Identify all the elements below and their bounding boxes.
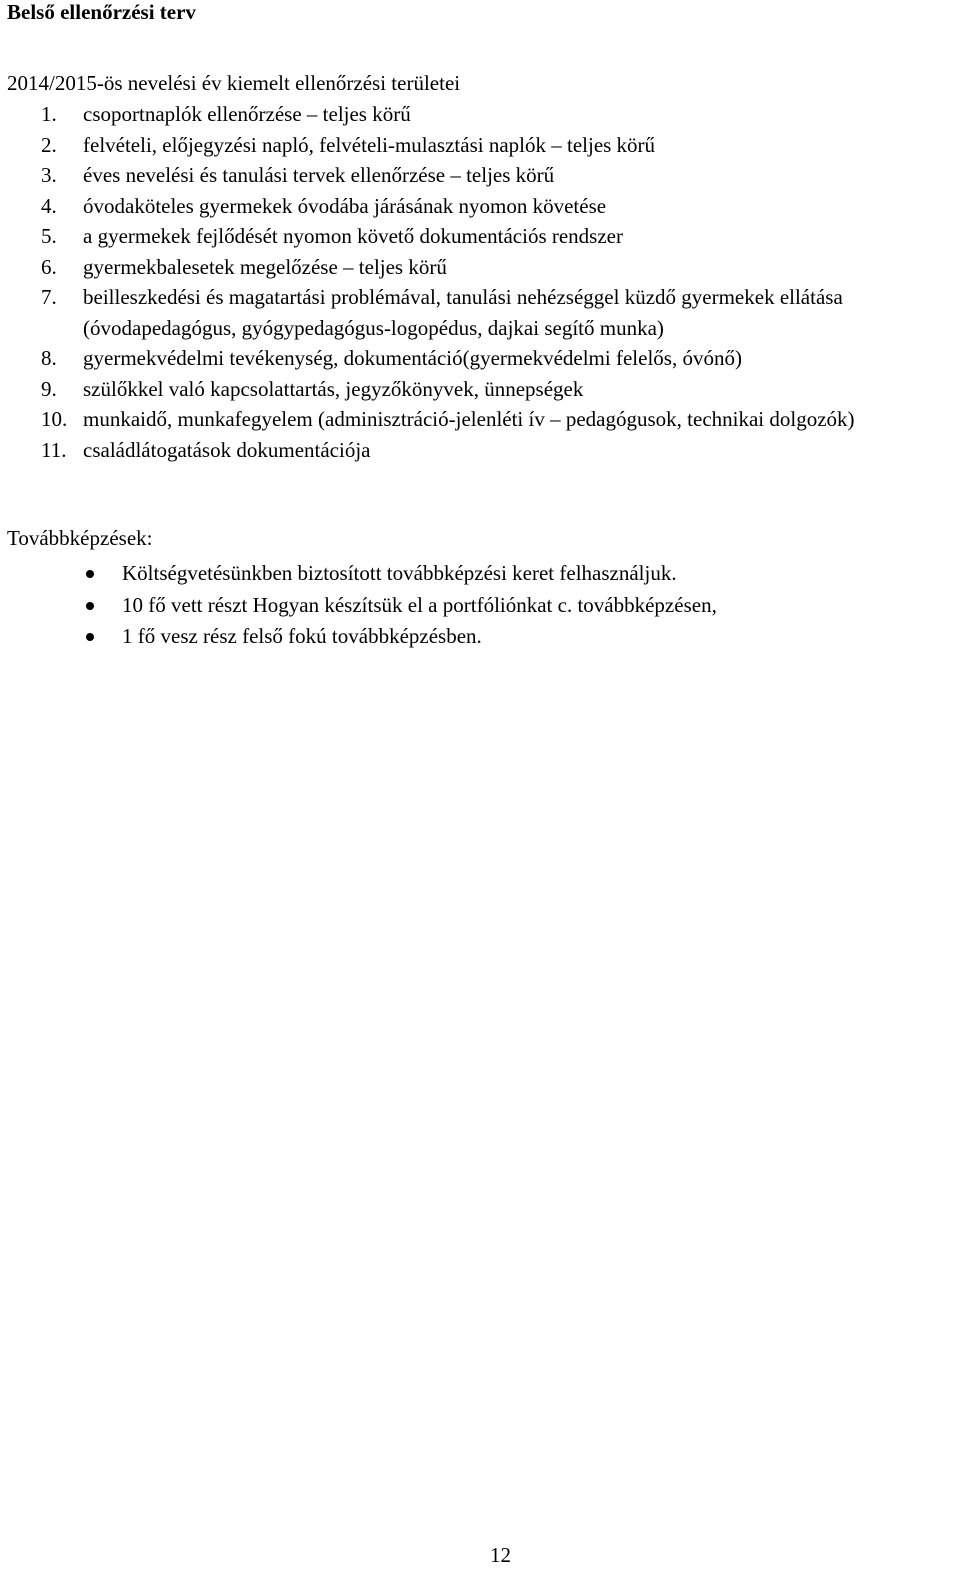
list-item-text: gyermekbalesetek megelőzése – teljes körű xyxy=(83,254,447,279)
bullet-item xyxy=(7,621,717,653)
trainings-list xyxy=(7,558,717,653)
list-item-number: 10. xyxy=(41,407,68,431)
list-item-number: 7. xyxy=(41,285,57,309)
bullet-text: Költségvetésünkben biztosított továbbképzési keret felhasználjuk. xyxy=(122,561,677,585)
list-item-number: 4. xyxy=(41,193,57,218)
page-number: 12 xyxy=(490,1543,511,1567)
list-item-text: gyermekvédelmi tevékenység, dokumentáció(gyermekvédelmi felelős, óvónő) xyxy=(83,346,742,370)
list-item xyxy=(7,343,957,374)
list-item xyxy=(7,160,957,191)
bullet-icon xyxy=(86,633,94,641)
bullet-text: 1 fő vesz rész felső fokú továbbképzésben. xyxy=(122,624,482,648)
list-item-text: a gyermekek fejlődését nyomon követő dokumentációs rendszer xyxy=(83,224,623,248)
list-item-number: 3. xyxy=(41,163,57,187)
bullet-icon xyxy=(86,570,94,578)
list-item-number: 11. xyxy=(41,437,67,462)
list-item-number: 9. xyxy=(41,376,57,401)
page-title: Belső ellenőrzési terv xyxy=(7,0,196,24)
list-item xyxy=(7,191,957,222)
list-item xyxy=(7,99,957,130)
list-item-text: óvodaköteles gyermekek óvodába járásának nyomon követése xyxy=(83,193,607,218)
list-item xyxy=(7,221,957,252)
list-item-text: munkaidő, munkafegyelem (adminisztráció-jelenléti ív – pedagógusok, technikai dolgozók) xyxy=(83,407,855,431)
list-item-number: 8. xyxy=(41,346,57,370)
list-item-text: felvételi, előjegyzési napló, felvételi-mulasztási naplók – teljes körű xyxy=(83,132,656,157)
list-item-number: 2. xyxy=(41,132,57,157)
bullet-text: 10 fő vett részt Hogyan készítsük el a portfóliónkat c. továbbképzésen, xyxy=(122,592,717,617)
list-item xyxy=(7,252,957,283)
list-item xyxy=(7,374,957,405)
bullet-icon xyxy=(86,602,94,610)
list-item-text: beilleszkedési és magatartási problémával, tanulási nehézséggel küzdő gyermekek ellátása (óvodapedagógus, gyógypedagógus-logopédus, dajkai segítő munka) xyxy=(83,285,843,340)
intro-text: 2014/2015-ös nevelési év kiemelt ellenőrzési területei xyxy=(7,71,461,95)
bullet-item xyxy=(7,558,717,590)
bullet-item xyxy=(7,590,717,622)
list-item-number: 5. xyxy=(41,224,57,248)
list-item-number: 1. xyxy=(41,102,57,126)
list-item-text: családlátogatások dokumentációja xyxy=(83,437,371,462)
list-item xyxy=(7,130,957,161)
list-item xyxy=(7,404,957,435)
list-item-text: szülőkkel való kapcsolattartás, jegyzőkönyvek, ünnepségek xyxy=(83,376,584,401)
list-item-number: 6. xyxy=(41,254,57,279)
list-item xyxy=(7,435,957,466)
list-item-text: éves nevelési és tanulási tervek ellenőrzése – teljes körű xyxy=(83,163,555,187)
list-item xyxy=(7,282,957,343)
section-label-trainings: Továbbképzések: xyxy=(7,526,153,550)
list-item-text: csoportnaplók ellenőrzése – teljes körű xyxy=(83,102,411,126)
inspection-list xyxy=(7,99,957,465)
